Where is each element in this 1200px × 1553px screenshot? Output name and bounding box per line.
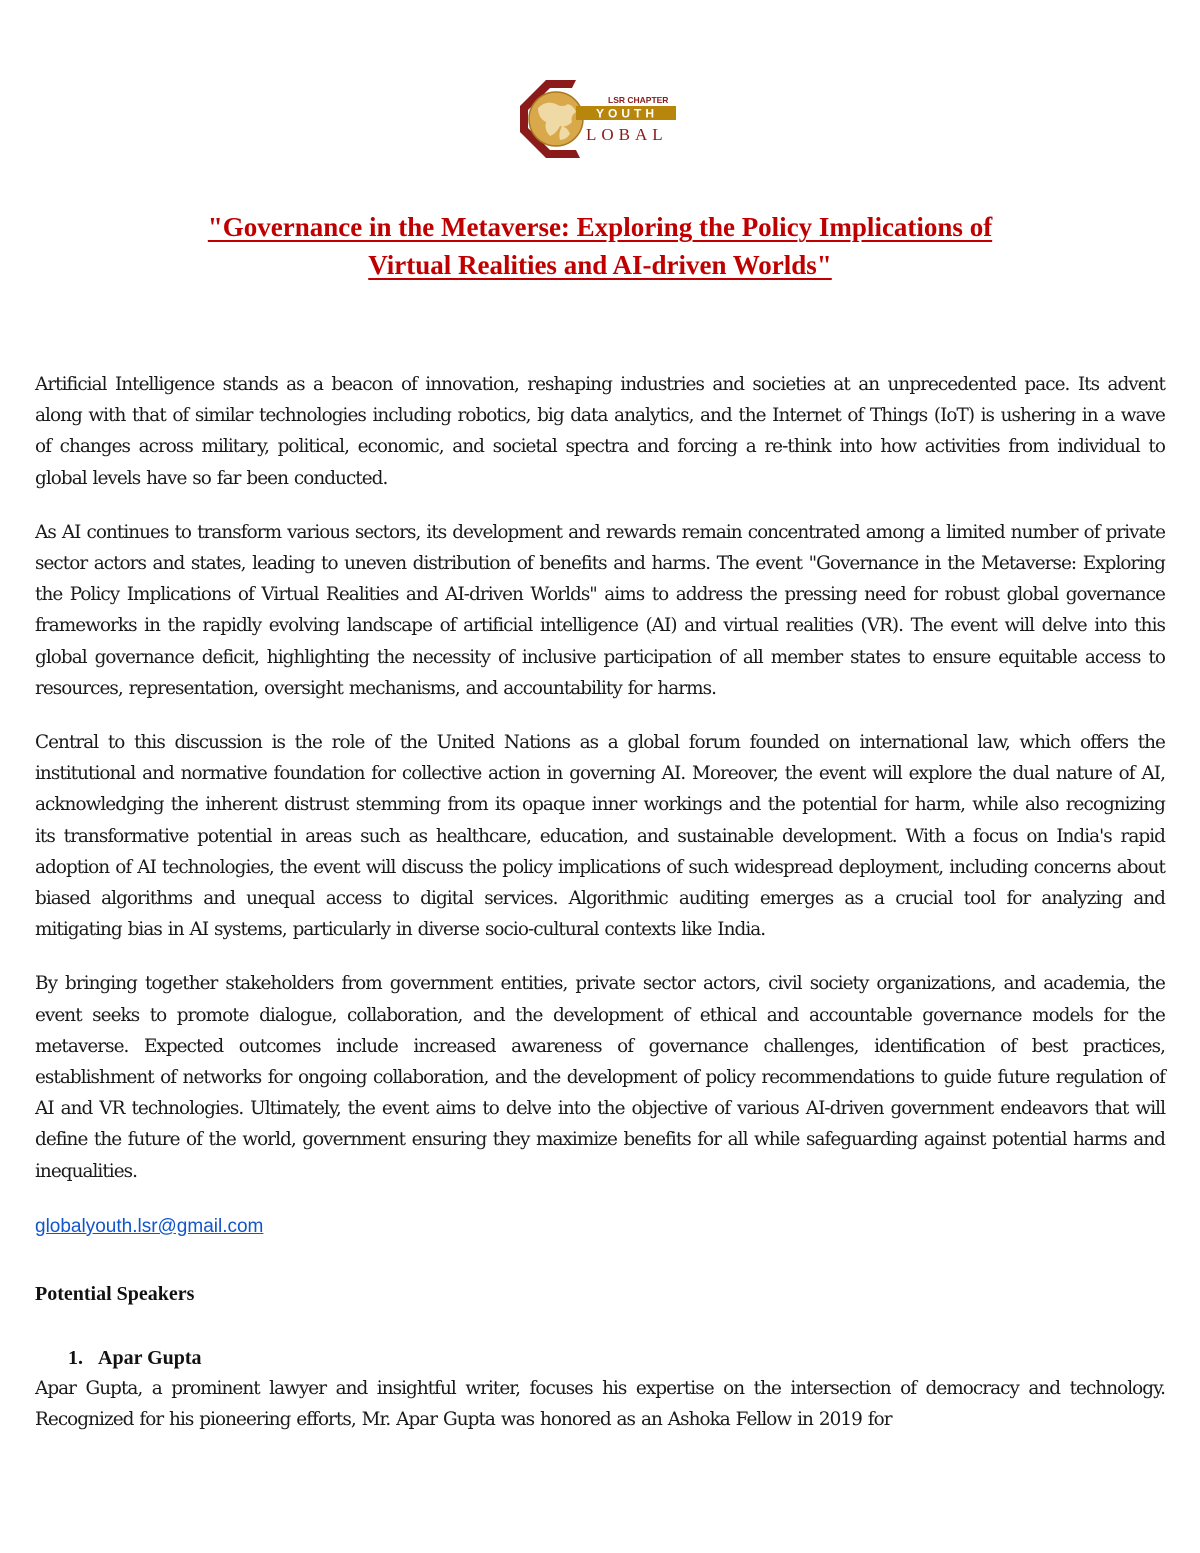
document-body [35, 369, 1165, 1435]
logo-global-text: LOBAL [586, 125, 668, 144]
outcomes-paragraph: By bringing together stakeholders from government entities, private sector actors, civil society organizations, and academia, the event seeks to promote dialogue, collaboration, and the development of ethical and accountable governance models for the metaverse. Expected outcomes include increased awareness of governance challenges, identification of best practices, establishment of networks for ongoing collaboration, and the development of policy recommendations to guide future regulation of AI and VR technologies. Ultimately, the event aims to delve into the objective of various AI-driven government endeavors that will define the future of the world, government ensuring they maximize benefits for all while safeguarding against potential harms and inequalities. [35, 973, 1165, 1182]
event-paragraph: As AI continues to transform various sectors, its development and rewards remain concentrated among a limited number of private sector actors and states, leading to uneven distribution of benefits and harms. The event "Governance in the Metaverse: Exploring the Policy Implications of Virtual Realities and AI-driven Worlds" aims to address the pressing need for robust global governance frameworks in the rapidly evolving landscape of artificial intelligence (AI) and virtual realities (VR). The event will delve into this global governance deficit, highlighting the necessity of inclusive participation of all member states to ensure equitable access to resources, representation, oversight mechanisms, and accountability for harms. [35, 521, 1165, 699]
speaker-heading [68, 1343, 1165, 1373]
contact-email-link[interactable]: globalyouth.lsr@gmail.com [35, 1215, 264, 1237]
logo [516, 78, 686, 160]
speaker-name: Apar Gupta [98, 1346, 202, 1369]
logo-chapter-text: LSR CHAPTER [608, 95, 669, 105]
globe-logo-icon [516, 78, 686, 160]
title-line-1: "Governance in the Metaverse: Exploring the Policy Implications of [207, 212, 993, 242]
intro-paragraph: Artificial Intelligence stands as a beacon of innovation, reshaping industries and societies at an unprecedented pace. Its advent along with that of similar technologies including robotics, big data analytics, and the Internet of Things (IoT) is ushering in a wave of changes across military, political, economic, and societal spectra and forcing a re-think into how activities from individual to global levels have so far been conducted. [35, 374, 1165, 489]
speaker-bio: Apar Gupta, a prominent lawyer and insightful writer, focuses his expertise on the intersection of democracy and technology. Recognized for his pioneering efforts, Mr. Apar Gupta was honored as an Ashoka Fellow in 2019 for [35, 1377, 1165, 1431]
logo-youth-text: YOUTH [596, 106, 658, 121]
un-paragraph: Central to this discussion is the role of the United Nations as a global forum founded on international law, which offers the institutional and normative foundation for collective action in governing AI. Moreover, the event will explore the dual nature of AI, acknowledging the inherent distrust stemming from its opaque inner workings and the potential for harm, while also recognizing its transformative potential in areas such as healthcare, education, and sustainable development. With a focus on India's rapid adoption of AI technologies, the event will discuss the policy implications of such widespread deployment, including concerns about biased algorithms and unequal access to digital services. Algorithmic auditing emerges as a crucial tool for analyzing and mitigating bias in AI systems, particularly in diverse socio-cultural contexts like India. [35, 732, 1165, 941]
speakers-heading: Potential Speakers [35, 1282, 195, 1305]
title-line-2: Virtual Realities and AI-driven Worlds" [368, 250, 832, 280]
document-title [0, 208, 1200, 284]
speaker-number: 1. [68, 1346, 83, 1369]
